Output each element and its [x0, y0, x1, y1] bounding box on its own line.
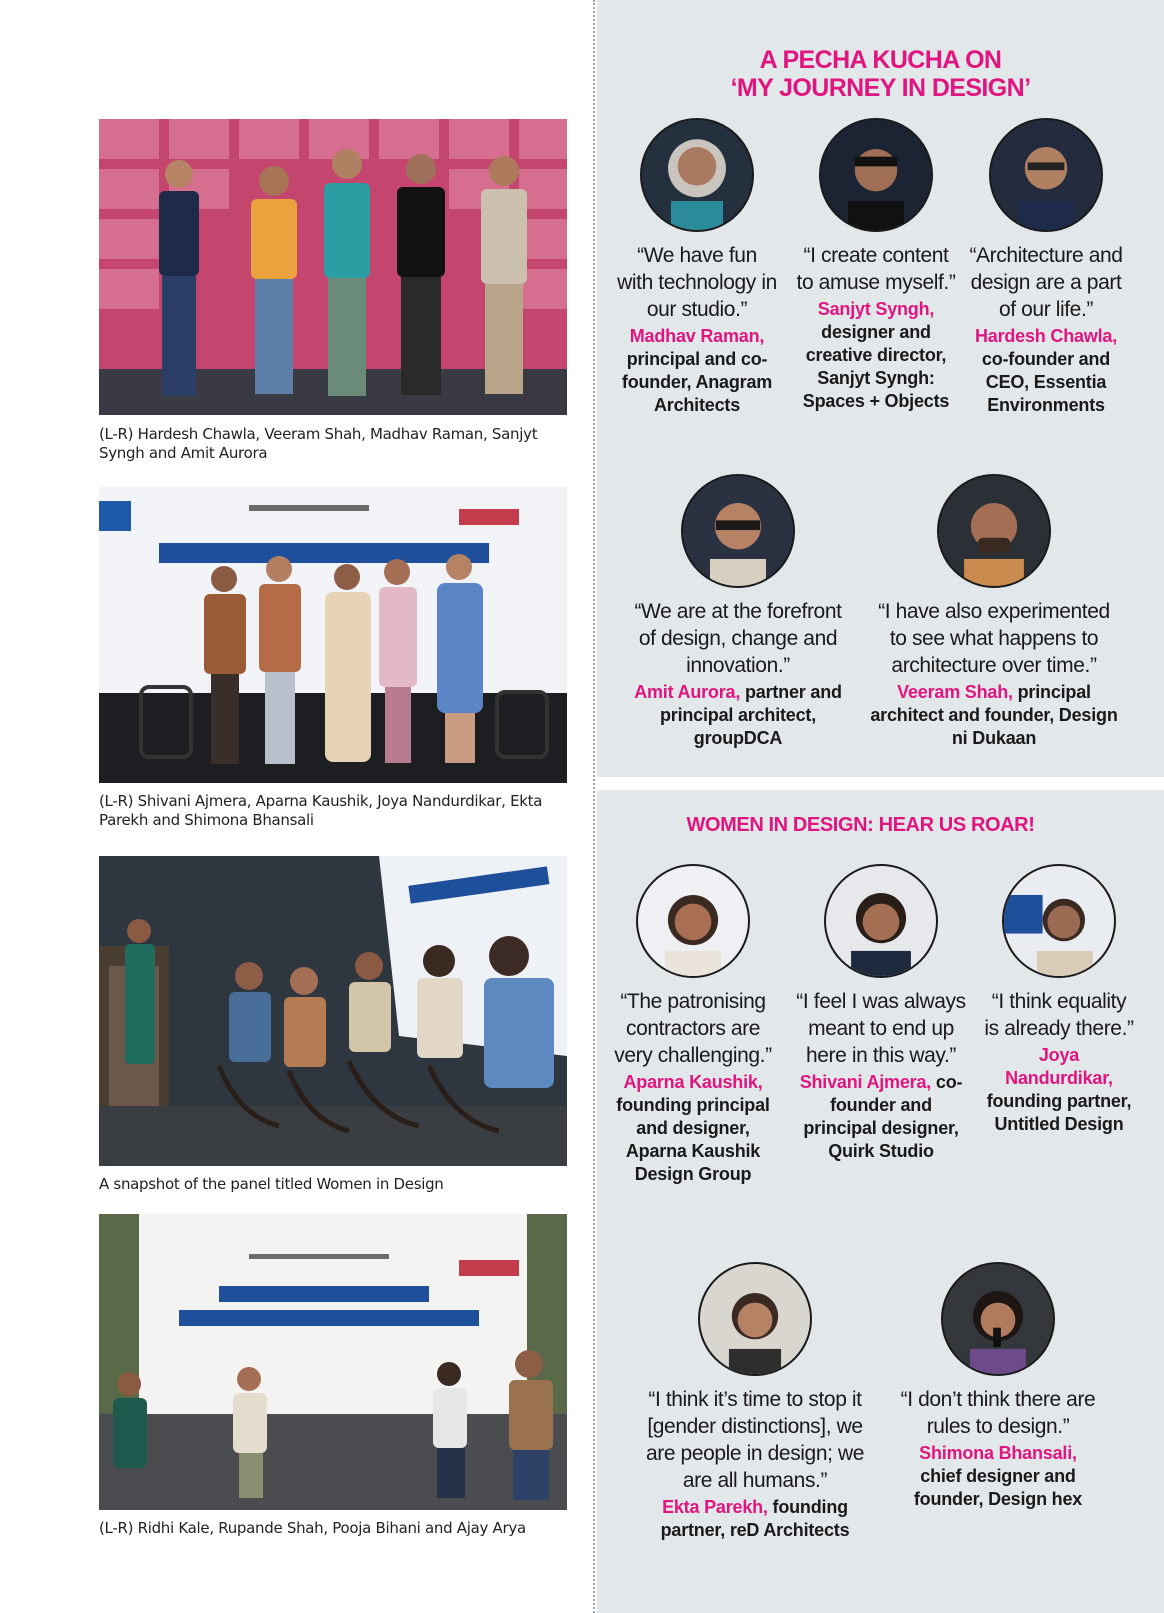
avatar: [698, 1262, 812, 1376]
photo-women-in-design-panel: [99, 856, 567, 1166]
speaker-name: Sanjyt Syngh,: [817, 299, 935, 319]
speaker-role: principal architect and founder, Design ni Dukaan: [870, 682, 1118, 748]
speaker-quote: “I create content to amuse myself.”: [796, 244, 956, 294]
speaker-card: [969, 118, 1123, 417]
speaker-name: Ekta Parekh,: [662, 1497, 768, 1517]
photo-caption: A snapshot of the panel titled Women in Design: [99, 1175, 444, 1193]
speaker-name: Veeram Shah,: [897, 682, 1013, 702]
photo-speakers-group: [99, 119, 567, 415]
speaker-name: Joya Nandurdikar,: [1005, 1045, 1113, 1088]
avatar: [681, 474, 795, 588]
speaker-credit: [984, 1044, 1134, 1136]
speaker-card: [868, 474, 1120, 750]
speaker-credit: [617, 325, 777, 417]
speaker-quote: “I think it’s time to stop it [gender distinctions], we are people in design; we are all humans.”: [645, 1388, 865, 1492]
speaker-card: [796, 864, 966, 1163]
speaker-name: Hardesh Chawla,: [974, 326, 1118, 346]
speaker-quote: “I don’t think there are rules to design.”: [900, 1388, 1096, 1438]
speaker-quote: “We have fun with technology in our studio.”: [617, 244, 777, 321]
speaker-name: Shimona Bhansali,: [919, 1443, 1077, 1463]
column-divider: [593, 0, 595, 1613]
speaker-name: Aparna Kaushik,: [623, 1072, 763, 1092]
speaker-credit: [898, 1442, 1098, 1511]
speaker-role: founding partner, Untitled Design: [986, 1091, 1132, 1134]
speaker-credit: [795, 298, 957, 413]
speaker-role: founding partner, reD Architects: [660, 1497, 850, 1540]
avatar: [937, 474, 1051, 588]
speaker-card: [612, 864, 774, 1186]
avatar: [824, 864, 938, 978]
photo-caption: (L-R) Ridhi Kale, Rupande Shah, Pooja Bihani and Ajay Arya: [99, 1519, 526, 1537]
section-title-women-in-design: WOMEN IN DESIGN: HEAR US ROAR!: [686, 814, 1035, 836]
section-title-pecha-kucha: [597, 46, 1164, 102]
speaker-quote: “I have also experimented to see what happens to architecture over time.”: [878, 600, 1110, 677]
speaker-card: [630, 474, 846, 750]
avatar: [640, 118, 754, 232]
speaker-role: chief designer and founder, Design hex: [913, 1466, 1083, 1509]
speaker-name: Shivani Ajmera,: [799, 1072, 932, 1092]
speaker-quote: “We are at the forefront of design, change and innovation.”: [634, 600, 842, 677]
photo-kolkata-blueprint-panel: [99, 1214, 567, 1510]
avatar: [989, 118, 1103, 232]
speaker-credit: [868, 681, 1120, 750]
avatar: [941, 1262, 1055, 1376]
speaker-quote: “I think equality is already there.”: [984, 990, 1134, 1040]
speaker-role: partner and principal architect, groupDCA: [659, 682, 842, 748]
speaker-credit: [612, 1071, 774, 1186]
speaker-card: [795, 118, 957, 413]
speaker-name: Madhav Raman,: [629, 326, 765, 346]
speaker-credit: [969, 325, 1123, 417]
photo-caption: (L-R) Shivani Ajmera, Aparna Kaushik, Joya Nandurdikar, Ekta Parekh and Shimona Bhansali: [99, 792, 543, 829]
photo-women-panelists: [99, 487, 567, 783]
speaker-role: founding principal and designer, Aparna Kaushik Design Group: [616, 1095, 770, 1184]
speaker-credit: [630, 681, 846, 750]
speaker-role: co-founder and CEO, Essentia Environments: [981, 349, 1111, 415]
speaker-role: principal and co-founder, Anagram Architects: [621, 349, 773, 415]
avatar: [636, 864, 750, 978]
speaker-card: [984, 864, 1134, 1136]
speaker-quote: “I feel I was always meant to end up here in this way.”: [796, 990, 966, 1067]
speaker-role: designer and creative director, Sanjyt Syngh: Spaces + Objects: [802, 322, 950, 411]
speaker-quote: “Architecture and design are a part of our life.”: [969, 244, 1123, 321]
speaker-quote: “The patronising contractors are very challenging.”: [614, 990, 772, 1067]
photo-caption: (L-R) Hardesh Chawla, Veeram Shah, Madhav Raman, Sanjyt Syngh and Amit Aurora: [99, 425, 538, 462]
section-title-line: ‘MY JOURNEY IN DESIGN’: [730, 74, 1031, 102]
speaker-card: [617, 118, 777, 417]
avatar: [819, 118, 933, 232]
speaker-role: co-founder and principal designer, Quirk Studio: [803, 1072, 963, 1161]
speaker-name: Amit Aurora,: [634, 682, 741, 702]
avatar: [1002, 864, 1116, 978]
speaker-credit: [637, 1496, 873, 1542]
speaker-card: [637, 1262, 873, 1542]
section-title-line: A PECHA KUCHA ON: [759, 46, 1002, 74]
speaker-card: [898, 1262, 1098, 1511]
speaker-credit: [796, 1071, 966, 1163]
